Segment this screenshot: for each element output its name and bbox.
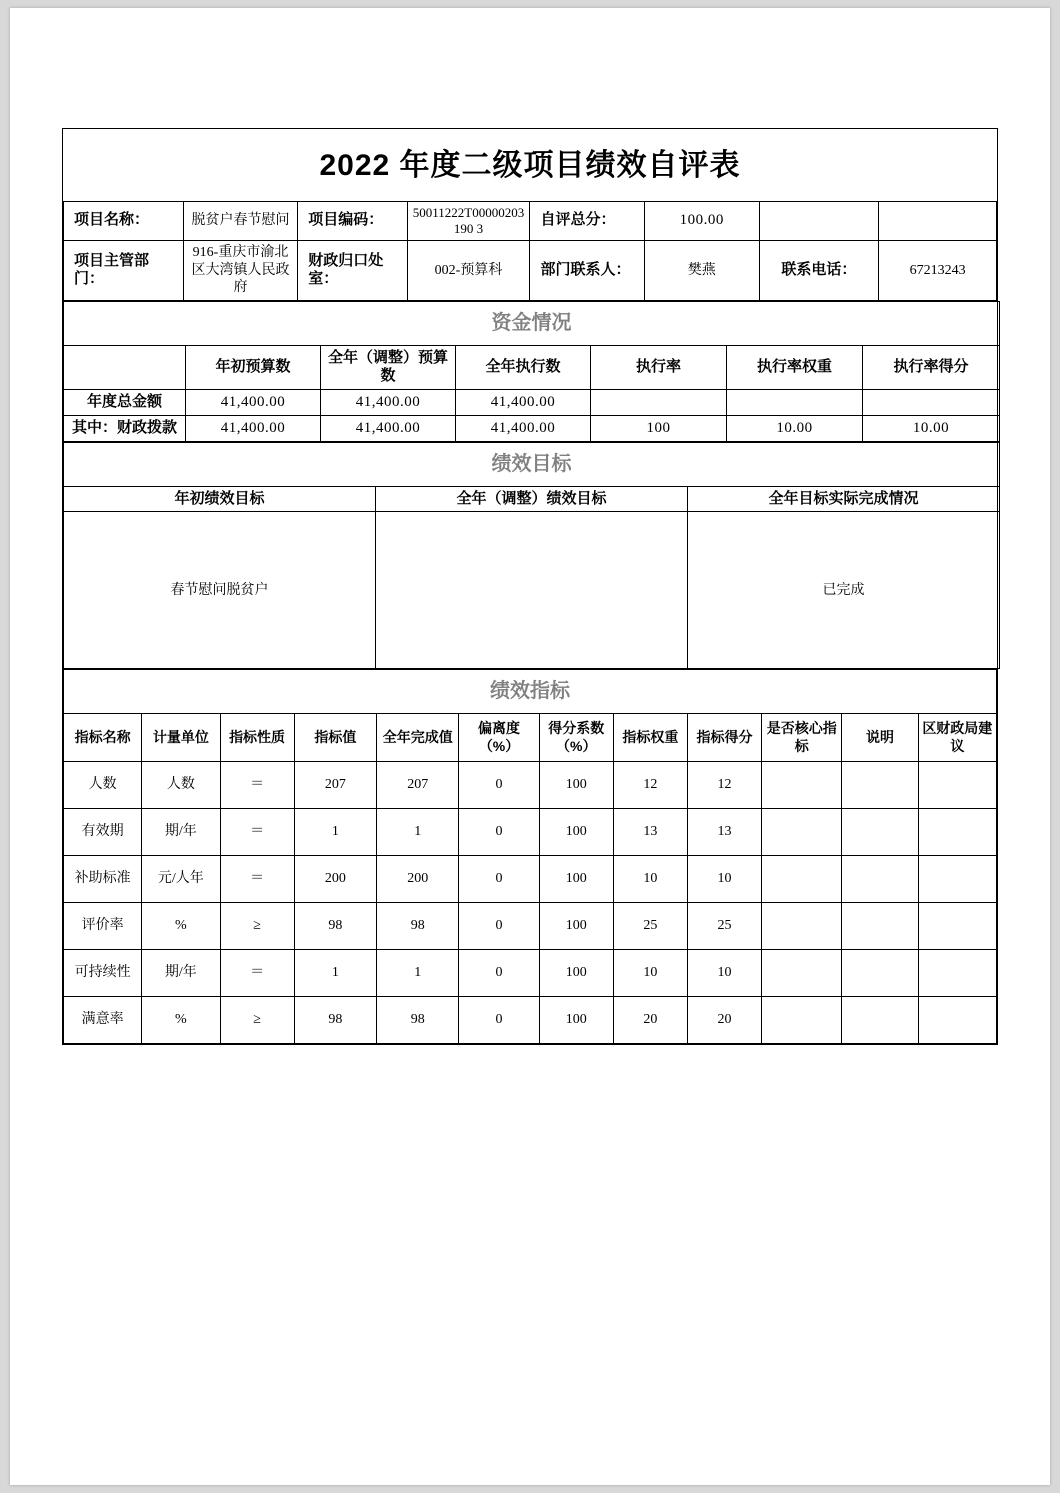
- indicator-0-name: 人数: [64, 761, 142, 808]
- table-row: [64, 390, 1000, 416]
- project-name-value: 脱贫户春节慰问: [183, 201, 298, 241]
- goals-table: [63, 442, 1000, 670]
- document-page: [10, 8, 1050, 1485]
- indicator-2-deviation: 0: [459, 855, 539, 902]
- indicator-1-actual: 1: [377, 808, 459, 855]
- basic-info-row-1: [64, 201, 997, 241]
- indicator-0-core: [762, 761, 842, 808]
- indicator-2-actual: 200: [377, 855, 459, 902]
- indicator-1-score: 13: [687, 808, 761, 855]
- self-score-label: 自评总分：: [530, 201, 645, 241]
- indicator-5-deviation: 0: [459, 996, 539, 1043]
- funds-row-0-begin-budget: 41,400.00: [186, 390, 321, 416]
- indicator-0-unit: 人数: [142, 761, 220, 808]
- indicator-3-advice: [918, 902, 996, 949]
- indicators-header-core: 是否核心指标: [762, 714, 842, 761]
- indicator-2-coefficient: 100: [539, 855, 613, 902]
- blank-cell-1: [759, 201, 879, 241]
- indicator-5-advice: [918, 996, 996, 1043]
- indicator-3-note: [842, 902, 918, 949]
- indicator-1-weight: 13: [613, 808, 687, 855]
- goals-header-adjusted: 全年（调整）绩效目标: [376, 486, 688, 512]
- funds-row-1-adjusted-budget: 41,400.00: [321, 415, 456, 441]
- self-score-value: 100.00: [644, 201, 759, 241]
- table-row: [64, 996, 997, 1043]
- indicators-section-title: 绩效指标: [64, 670, 997, 714]
- page-title: 2022 年度二级项目绩效自评表: [64, 129, 997, 201]
- indicator-4-name: 可持续性: [64, 949, 142, 996]
- indicator-4-unit: 期/年: [142, 949, 220, 996]
- table-row: [64, 902, 997, 949]
- blank-cell-2: [879, 201, 997, 241]
- project-code-value: 50011222T00000203190 3: [407, 201, 530, 241]
- funds-header-begin-budget: 年初预算数: [186, 345, 321, 390]
- funds-header-exec-score: 执行率得分: [863, 345, 1000, 390]
- indicator-5-actual: 98: [377, 996, 459, 1043]
- indicator-0-actual: 207: [377, 761, 459, 808]
- indicator-4-deviation: 0: [459, 949, 539, 996]
- indicators-header-coefficient: 得分系数（%）: [539, 714, 613, 761]
- indicator-2-nature: ＝: [220, 855, 294, 902]
- indicator-0-score: 12: [687, 761, 761, 808]
- indicator-1-advice: [918, 808, 996, 855]
- table-row: [64, 415, 1000, 441]
- dept-label: 项目主管部门：: [64, 241, 184, 301]
- indicator-5-coefficient: 100: [539, 996, 613, 1043]
- indicators-header-weight: 指标权重: [613, 714, 687, 761]
- indicator-5-name: 满意率: [64, 996, 142, 1043]
- indicators-header-deviation: 偏离度（%）: [459, 714, 539, 761]
- indicator-5-core: [762, 996, 842, 1043]
- funds-row-1-exec-score: 10.00: [863, 415, 1000, 441]
- indicators-header-score: 指标得分: [687, 714, 761, 761]
- indicator-3-weight: 25: [613, 902, 687, 949]
- goals-value-adjusted: [376, 512, 688, 669]
- indicator-0-weight: 12: [613, 761, 687, 808]
- funds-row-0-adjusted-budget: 41,400.00: [321, 390, 456, 416]
- indicators-header-note: 说明: [842, 714, 918, 761]
- funds-header-executed: 全年执行数: [456, 345, 591, 390]
- indicator-3-nature: ≥: [220, 902, 294, 949]
- header-table: [63, 129, 997, 301]
- funds-row-1-begin-budget: 41,400.00: [186, 415, 321, 441]
- basic-info-row-2: [64, 241, 997, 301]
- phone-value: 67213243: [879, 241, 997, 301]
- funds-row-0-exec-weight: [727, 390, 863, 416]
- goals-header-begin: 年初绩效目标: [64, 486, 376, 512]
- funds-row-0-executed: 41,400.00: [456, 390, 591, 416]
- indicator-5-score: 20: [687, 996, 761, 1043]
- project-name-label: 项目名称：: [64, 201, 184, 241]
- funds-row-0-exec-score: [863, 390, 1000, 416]
- funds-header-row: [64, 345, 1000, 390]
- indicator-2-note: [842, 855, 918, 902]
- table-row: [64, 949, 997, 996]
- goals-header-actual: 全年目标实际完成情况: [688, 486, 1000, 512]
- indicators-header-actual: 全年完成值: [377, 714, 459, 761]
- goals-value-actual: 已完成: [688, 512, 1000, 669]
- funds-header-exec-rate: 执行率: [591, 345, 727, 390]
- table-row: [64, 512, 1000, 669]
- indicator-2-target: 200: [294, 855, 376, 902]
- indicator-4-note: [842, 949, 918, 996]
- indicators-header-name: 指标名称: [64, 714, 142, 761]
- goals-header-row: [64, 486, 1000, 512]
- indicator-5-unit: %: [142, 996, 220, 1043]
- funds-row-1-exec-rate: 100: [591, 415, 727, 441]
- indicator-3-coefficient: 100: [539, 902, 613, 949]
- funds-header-exec-weight: 执行率权重: [727, 345, 863, 390]
- indicator-4-coefficient: 100: [539, 949, 613, 996]
- contact-value: 樊燕: [644, 241, 759, 301]
- funds-header-adjusted-budget: 全年（调整）预算数: [321, 345, 456, 390]
- indicator-4-nature: ＝: [220, 949, 294, 996]
- contact-label: 部门联系人：: [530, 241, 645, 301]
- indicator-1-note: [842, 808, 918, 855]
- indicator-2-advice: [918, 855, 996, 902]
- indicator-5-target: 98: [294, 996, 376, 1043]
- indicator-2-name: 补助标准: [64, 855, 142, 902]
- indicator-4-actual: 1: [377, 949, 459, 996]
- indicator-0-deviation: 0: [459, 761, 539, 808]
- indicator-0-note: [842, 761, 918, 808]
- indicator-5-nature: ≥: [220, 996, 294, 1043]
- indicator-1-target: 1: [294, 808, 376, 855]
- indicator-3-name: 评价率: [64, 902, 142, 949]
- indicator-1-nature: ＝: [220, 808, 294, 855]
- indicator-5-note: [842, 996, 918, 1043]
- indicator-4-score: 10: [687, 949, 761, 996]
- funds-section-title: 资金情况: [64, 301, 1000, 345]
- indicator-1-deviation: 0: [459, 808, 539, 855]
- indicator-0-coefficient: 100: [539, 761, 613, 808]
- funds-row-0-name: 年度总金额: [64, 390, 186, 416]
- finance-office-label: 财政归口处室：: [298, 241, 407, 301]
- indicator-0-nature: ＝: [220, 761, 294, 808]
- table-row: [64, 855, 997, 902]
- indicator-1-coefficient: 100: [539, 808, 613, 855]
- funds-table: [63, 301, 1000, 442]
- goals-section-title: 绩效目标: [64, 442, 1000, 486]
- indicator-3-deviation: 0: [459, 902, 539, 949]
- indicators-header-row: [64, 714, 997, 761]
- funds-row-1-name: 其中：财政拨款: [64, 415, 186, 441]
- finance-office-value: 002-预算科: [407, 241, 530, 301]
- indicator-3-unit: %: [142, 902, 220, 949]
- table-row: [64, 808, 997, 855]
- indicator-3-score: 25: [687, 902, 761, 949]
- indicator-5-weight: 20: [613, 996, 687, 1043]
- project-code-label: 项目编码：: [298, 201, 407, 241]
- funds-corner-cell: [64, 345, 186, 390]
- indicators-header-nature: 指标性质: [220, 714, 294, 761]
- indicator-3-actual: 98: [377, 902, 459, 949]
- indicator-4-weight: 10: [613, 949, 687, 996]
- indicators-header-advice: 区财政局建议: [918, 714, 996, 761]
- funds-row-1-executed: 41,400.00: [456, 415, 591, 441]
- indicator-1-core: [762, 808, 842, 855]
- dept-value: 916-重庆市渝北区大湾镇人民政府: [183, 241, 298, 301]
- indicator-2-weight: 10: [613, 855, 687, 902]
- indicator-3-target: 98: [294, 902, 376, 949]
- goals-value-begin: 春节慰问脱贫户: [64, 512, 376, 669]
- indicator-4-advice: [918, 949, 996, 996]
- indicator-1-name: 有效期: [64, 808, 142, 855]
- table-row: [64, 761, 997, 808]
- indicator-0-advice: [918, 761, 996, 808]
- indicator-4-target: 1: [294, 949, 376, 996]
- indicator-2-score: 10: [687, 855, 761, 902]
- indicator-2-unit: 元/人年: [142, 855, 220, 902]
- indicator-3-core: [762, 902, 842, 949]
- indicator-1-unit: 期/年: [142, 808, 220, 855]
- funds-row-1-exec-weight: 10.00: [727, 415, 863, 441]
- indicators-table: [63, 669, 997, 1043]
- indicators-header-target: 指标值: [294, 714, 376, 761]
- funds-row-0-exec-rate: [591, 390, 727, 416]
- phone-label: 联系电话：: [759, 241, 879, 301]
- indicator-2-core: [762, 855, 842, 902]
- indicator-0-target: 207: [294, 761, 376, 808]
- performance-self-evaluation-sheet: [62, 128, 998, 1045]
- indicator-4-core: [762, 949, 842, 996]
- indicators-header-unit: 计量单位: [142, 714, 220, 761]
